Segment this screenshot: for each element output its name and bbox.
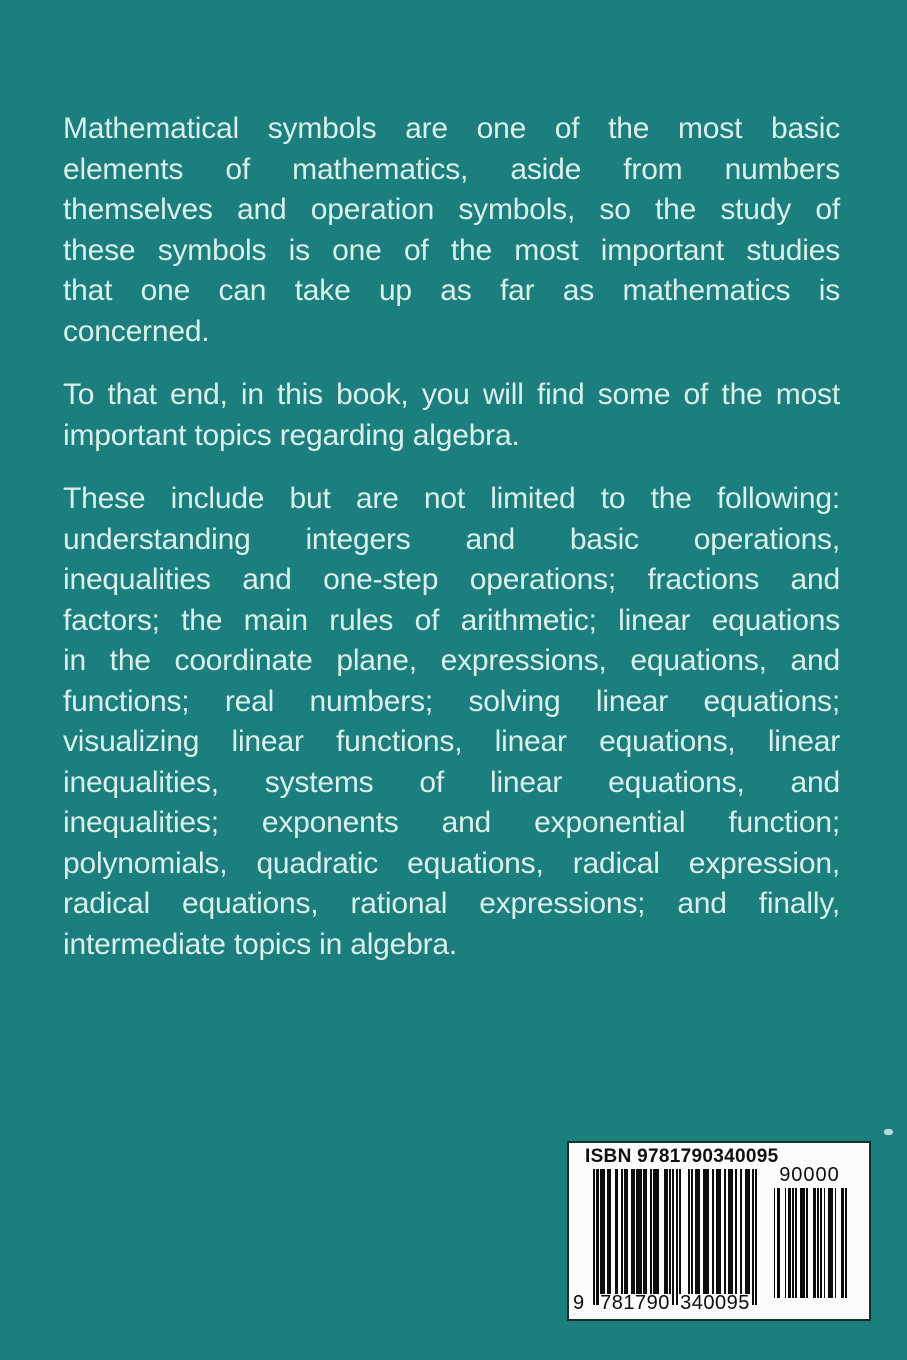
barcode-bar xyxy=(593,1169,595,1305)
text-line: understanding integers and basic operations, xyxy=(63,522,840,556)
text-line: important topics regarding algebra. xyxy=(63,418,520,452)
blurb-paragraph-2 xyxy=(63,375,840,456)
barcode-bar xyxy=(666,1169,668,1294)
barcode-bar xyxy=(676,1169,678,1305)
barcode-bar xyxy=(645,1169,647,1294)
barcode-bar xyxy=(609,1169,611,1294)
text-line: factors; the main rules of arithmetic; linear equations xyxy=(63,603,840,637)
text-line: in the coordinate plane, expressions, equations, and xyxy=(63,644,840,677)
text-line: intermediate topics in algebra. xyxy=(63,927,458,961)
barcode-bar xyxy=(698,1169,700,1294)
barcode-bar xyxy=(731,1169,733,1294)
barcode-bar xyxy=(650,1169,652,1294)
barcode-bar xyxy=(831,1188,833,1298)
barcode-bar xyxy=(603,1169,605,1294)
isbn-label: ISBN 9781790340095 xyxy=(585,1146,779,1167)
barcode-bar xyxy=(824,1188,826,1298)
barcode-bar xyxy=(691,1169,693,1294)
barcode-bar xyxy=(789,1188,791,1298)
text-line: These include but are not limited to the following: xyxy=(63,482,840,515)
barcode-bar xyxy=(845,1188,847,1298)
barcode-bar xyxy=(707,1169,709,1294)
barcode-bar xyxy=(792,1188,794,1298)
barcode-bar xyxy=(615,1169,617,1294)
ean5-supplement-barcode xyxy=(772,1188,847,1298)
barcode-bar xyxy=(785,1188,787,1298)
text-line: functions; real numbers; solving linear equations; xyxy=(63,684,840,718)
barcode-bar xyxy=(835,1188,837,1298)
barcode-bar xyxy=(672,1169,674,1305)
supplement-price-code-label: 90000 xyxy=(779,1164,840,1186)
barcode-digit-leading: 9 xyxy=(573,1292,585,1314)
text-line: inequalities; exponents and exponential function; xyxy=(63,806,840,839)
barcode-bar xyxy=(712,1169,714,1294)
text-line: polynomials, quadratic equations, radical expression, xyxy=(63,846,840,880)
text-line: inequalities and one-step operations; fractions and xyxy=(63,563,840,596)
barcode-bar xyxy=(842,1188,844,1298)
text-line: To that end, in this book, you will find some of the most xyxy=(63,378,840,411)
barcode-bar xyxy=(778,1188,780,1298)
barcode-bar xyxy=(596,1169,598,1305)
blurb-text-block xyxy=(63,109,840,965)
barcode-bar xyxy=(814,1188,816,1298)
text-line: radical equations, rational expressions; and finally, xyxy=(63,887,840,920)
barcode-bar xyxy=(752,1169,754,1305)
blurb-paragraph-1 xyxy=(63,109,840,352)
barcode-bar xyxy=(657,1169,659,1294)
barcode-bar xyxy=(820,1188,822,1298)
text-line: Mathematical symbols are one of the most basic xyxy=(63,112,840,145)
barcode-bar xyxy=(640,1169,642,1294)
barcode-bar xyxy=(803,1188,805,1298)
text-line: elements of mathematics, aside from numbers xyxy=(63,152,840,186)
barcode-bar xyxy=(817,1188,819,1298)
barcode-bar xyxy=(755,1169,757,1305)
barcode-bar xyxy=(774,1188,776,1298)
ean13-barcode xyxy=(593,1169,757,1305)
blurb-paragraph-3 xyxy=(63,479,840,965)
barcode-bar xyxy=(740,1169,742,1294)
barcode-panel xyxy=(567,1141,871,1321)
text-line: these symbols is one of the most important studies xyxy=(63,233,840,267)
text-line: concerned. xyxy=(63,314,210,348)
text-line: that one can take up as far as mathematics is xyxy=(63,274,840,307)
barcode-bar xyxy=(679,1169,681,1294)
barcode-bar xyxy=(621,1169,623,1294)
barcode-bar xyxy=(724,1169,726,1294)
barcode-bar xyxy=(735,1169,737,1294)
barcode-bar xyxy=(748,1169,750,1294)
print-artifact-speck xyxy=(884,1129,893,1135)
text-line: visualizing linear functions, linear equations, linear xyxy=(63,725,840,758)
text-line: inequalities, systems of linear equations, and xyxy=(63,765,840,799)
barcode-bar xyxy=(669,1169,671,1294)
barcode-bar xyxy=(795,1188,797,1298)
barcode-digits-left-group: 781790 xyxy=(600,1292,670,1314)
barcode-bar xyxy=(688,1169,690,1294)
barcode-bar xyxy=(719,1169,721,1294)
text-line: themselves and operation symbols, so the study of xyxy=(63,193,840,226)
barcode-bar xyxy=(806,1188,808,1298)
barcode-digits-right-group: 340095 xyxy=(680,1292,750,1314)
barcode-bar xyxy=(633,1169,635,1294)
barcode-bar xyxy=(626,1169,628,1294)
